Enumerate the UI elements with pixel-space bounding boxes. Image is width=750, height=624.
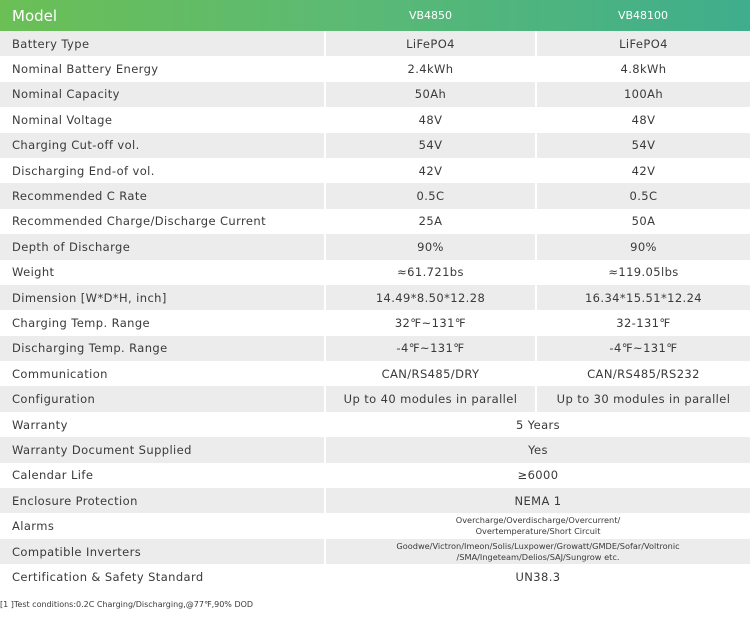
table-row	[0, 513, 750, 538]
row-label: Battery Type	[0, 31, 325, 56]
table-row	[0, 31, 750, 56]
table-row	[0, 310, 750, 335]
table-row	[0, 82, 750, 107]
row-value: 16.34*15.51*12.24	[536, 285, 750, 310]
row-value: 90%	[325, 234, 536, 259]
row-value: 48V	[325, 107, 536, 132]
value-line: /SMA/Ingeteam/Delios/SAJ/Sungrow etc.	[456, 551, 620, 562]
row-value-merged: UN38.3	[325, 564, 750, 589]
row-value: -4℉~131℉	[325, 336, 536, 361]
row-label: Nominal Capacity	[0, 82, 325, 107]
model-vb48100: VB48100	[617, 9, 669, 22]
row-label: Depth of Discharge	[0, 234, 325, 259]
value-line: Goodwe/Victron/Imeon/Solis/Luxpower/Growatt/GMDE/Sofar/Voltronic	[396, 540, 680, 551]
table-row	[0, 133, 750, 158]
row-value: 90%	[536, 234, 750, 259]
table-row	[0, 463, 750, 488]
table-row	[0, 183, 750, 208]
table-row	[0, 234, 750, 259]
row-label: Communication	[0, 361, 325, 386]
row-value: 25A	[325, 209, 536, 234]
row-value: 48V	[536, 107, 750, 132]
row-value: Up to 40 modules in parallel	[325, 386, 536, 411]
row-value: 32℉~131℉	[325, 310, 536, 335]
row-value-merged: ≥6000	[325, 463, 750, 488]
table-row	[0, 209, 750, 234]
row-value-merged: Yes	[325, 437, 750, 462]
table-row	[0, 412, 750, 437]
table-row	[0, 488, 750, 513]
row-label: Charging Temp. Range	[0, 310, 325, 335]
table-row	[0, 386, 750, 411]
row-label: Nominal Battery Energy	[0, 56, 325, 81]
row-label: Enclosure Protection	[0, 488, 325, 513]
row-value: 54V	[536, 133, 750, 158]
row-label: Weight	[0, 260, 325, 285]
row-value: LiFePO4	[536, 31, 750, 56]
row-value: ≈119.05lbs	[536, 260, 750, 285]
table-row	[0, 56, 750, 81]
row-value-merged	[325, 513, 750, 538]
model-vb4850: VB4850	[408, 9, 453, 22]
row-value: CAN/RS485/DRY	[325, 361, 536, 386]
row-value: 100Ah	[536, 82, 750, 107]
row-value: 42V	[536, 158, 750, 183]
row-value: 50A	[536, 209, 750, 234]
table-row	[0, 437, 750, 462]
header-label: Model	[12, 6, 58, 25]
row-value: 2.4kWh	[325, 56, 536, 81]
row-label: Discharging End-of vol.	[0, 158, 325, 183]
row-value: 42V	[325, 158, 536, 183]
row-value: 32-131℉	[536, 310, 750, 335]
row-label: Certification & Safety Standard	[0, 564, 325, 589]
row-label: Nominal Voltage	[0, 107, 325, 132]
row-value-merged	[325, 539, 750, 564]
row-value: 4.8kWh	[536, 56, 750, 81]
row-value: Up to 30 modules in parallel	[536, 386, 750, 411]
footnote: [1 ]Test conditions:0.2C Charging/Discharging,@77℉,90% DOD	[0, 600, 254, 609]
row-value: 0.5C	[536, 183, 750, 208]
row-value: CAN/RS485/RS232	[536, 361, 750, 386]
row-label: Discharging Temp. Range	[0, 336, 325, 361]
row-label: Calendar Life	[0, 463, 325, 488]
row-label: Charging Cut-off vol.	[0, 133, 325, 158]
row-value: 0.5C	[325, 183, 536, 208]
row-value: 50Ah	[325, 82, 536, 107]
table-row	[0, 158, 750, 183]
row-label: Dimension [W*D*H, inch]	[0, 285, 325, 310]
header-row	[0, 0, 750, 31]
table-row	[0, 361, 750, 386]
row-label: Warranty Document Supplied	[0, 437, 325, 462]
row-label: Warranty	[0, 412, 325, 437]
table-row	[0, 564, 750, 589]
row-value: 14.49*8.50*12.28	[325, 285, 536, 310]
row-value-merged: NEMA 1	[325, 488, 750, 513]
row-value: ≈61.721bs	[325, 260, 536, 285]
row-label: Configuration	[0, 386, 325, 411]
table-row	[0, 539, 750, 564]
row-value: 54V	[325, 133, 536, 158]
row-label: Recommended Charge/Discharge Current	[0, 209, 325, 234]
table-row	[0, 107, 750, 132]
table-row	[0, 260, 750, 285]
table-row	[0, 336, 750, 361]
value-line: Overcharge/Overdischarge/Overcurrent/	[455, 515, 621, 526]
row-label: Alarms	[0, 513, 325, 538]
table-row	[0, 285, 750, 310]
row-label: Recommended C Rate	[0, 183, 325, 208]
value-line: Overtemperature/Short Circuit	[475, 526, 601, 537]
row-value-merged: 5 Years	[325, 412, 750, 437]
row-label: Compatible Inverters	[0, 539, 325, 564]
row-value: -4℉~131℉	[536, 336, 750, 361]
row-value: LiFePO4	[325, 31, 536, 56]
